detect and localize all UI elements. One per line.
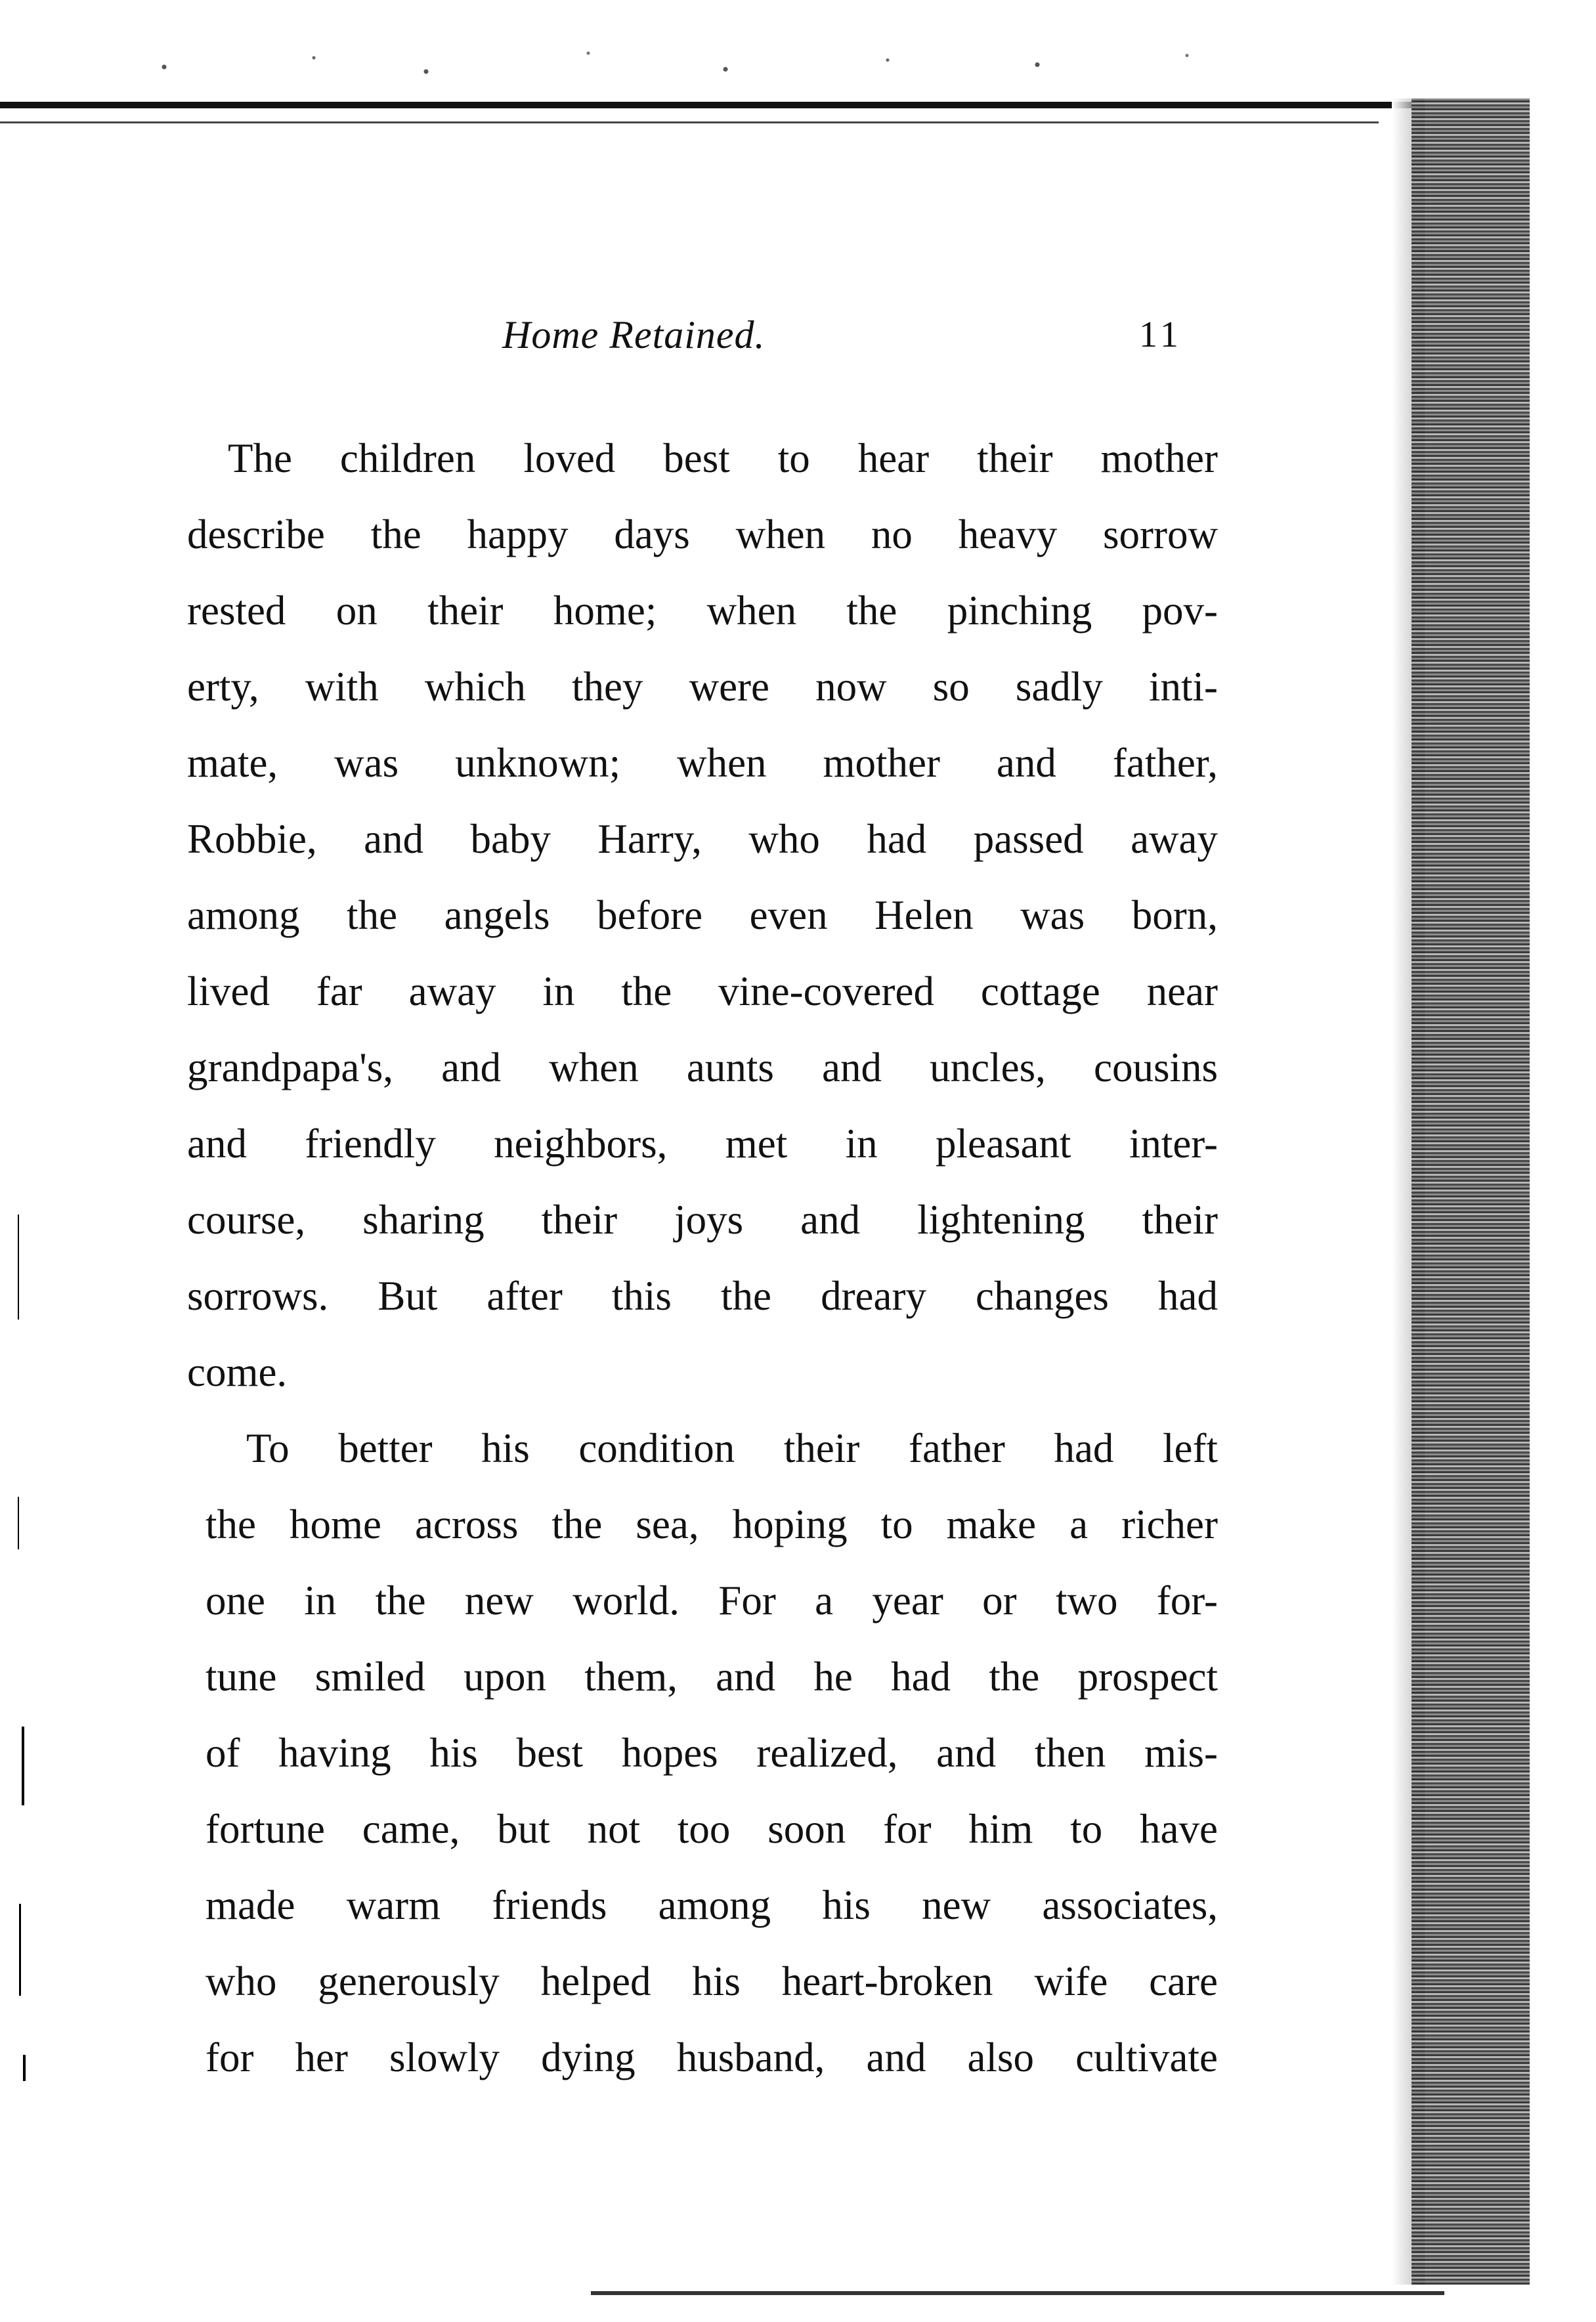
text-line: lived far away in the vine-covered cottage near — [187, 968, 1218, 1014]
text-line: sorrows. But after this the dreary changes had — [187, 1273, 1218, 1319]
running-header — [0, 309, 1596, 361]
text-line: one in the new world. For a year or two for- — [205, 1578, 1218, 1623]
text-line: describe the happy days when no heavy sorrow — [187, 511, 1218, 557]
bottom-edge-rule — [591, 2291, 1444, 2295]
text-line: and friendly neighbors, met in pleasant inter- — [187, 1121, 1218, 1167]
text-line: the home across the sea, hoping to make a richer — [205, 1501, 1218, 1547]
text-line: tune smiled upon them, and he had the prospect — [205, 1654, 1218, 1700]
text-line: made warm friends among his new associates, — [205, 1882, 1218, 1928]
paragraph — [187, 420, 1218, 1410]
body-text — [187, 420, 1218, 2096]
text-line: rested on their home; when the pinching pov- — [187, 588, 1218, 634]
top-edge-rule — [0, 102, 1412, 108]
text-line: fortune came, but not too soon for him to have — [205, 1806, 1218, 1852]
page-number: 11 — [1139, 314, 1182, 355]
top-edge-speckle — [39, 39, 1287, 85]
text-line: of having his best hopes realized, and then mis- — [205, 1730, 1218, 1776]
text-line: Robbie, and baby Harry, who had passed away — [187, 816, 1218, 862]
book-spine-edge — [1412, 98, 1530, 2285]
text-line: To better his condition their father had left — [246, 1425, 1218, 1471]
top-edge-thin-rule — [0, 121, 1379, 123]
left-margin-marks — [10, 1215, 30, 2101]
text-line: erty, with which they were now so sadly inti- — [187, 664, 1218, 710]
text-line: course, sharing their joys and lightening their — [187, 1197, 1218, 1243]
text-line: who generously helped his heart-broken wife care — [205, 1958, 1218, 2004]
text-line: grandpapa's, and when aunts and uncles, cousins — [187, 1044, 1218, 1090]
text-line: The children loved best to hear their mother — [228, 435, 1218, 481]
paragraph — [187, 1410, 1218, 2096]
running-title: Home Retained. — [502, 313, 766, 356]
text-line: come. — [187, 1349, 288, 1395]
text-line: for her slowly dying husband, and also cultivate — [205, 2034, 1218, 2080]
text-line: mate, was unknown; when mother and father, — [187, 740, 1218, 786]
text-line: among the angels before even Helen was born, — [187, 892, 1218, 938]
